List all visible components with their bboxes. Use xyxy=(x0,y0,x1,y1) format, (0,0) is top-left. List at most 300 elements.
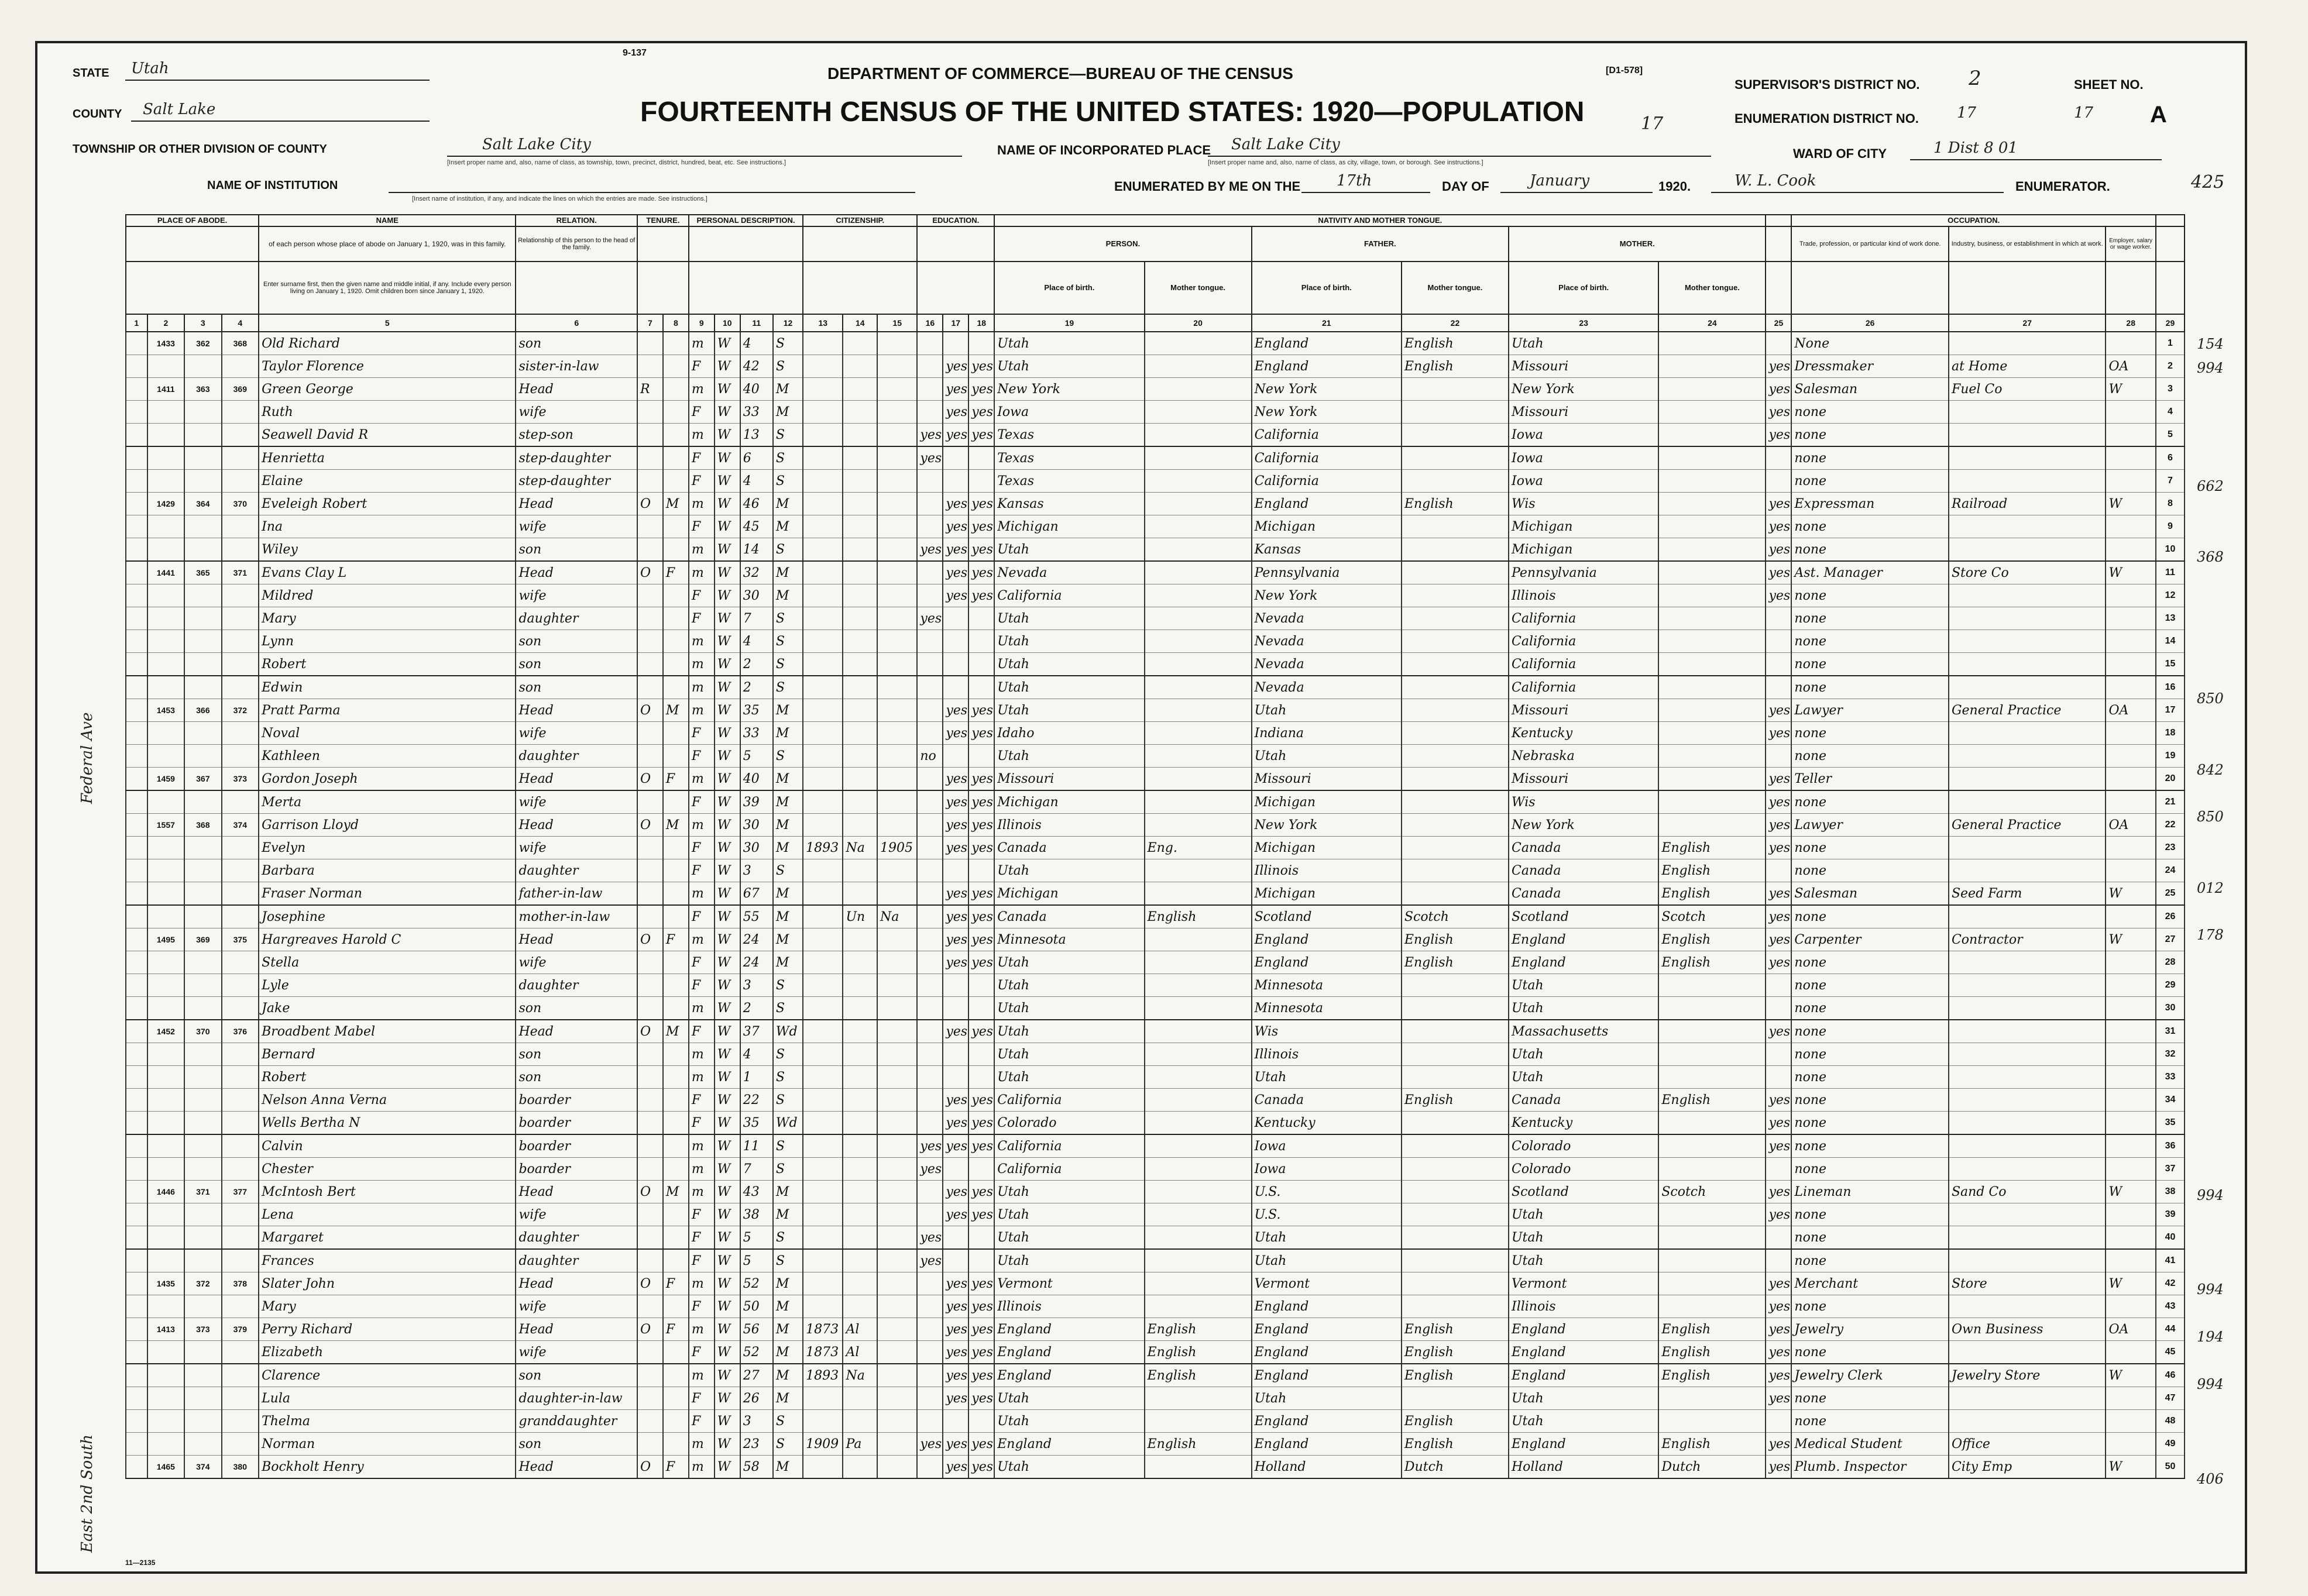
cell-sex: m xyxy=(689,928,715,951)
cell-yr xyxy=(803,607,843,630)
cell-emp xyxy=(2106,951,2155,974)
cell-age: 6 xyxy=(740,446,773,470)
cell-read: yes xyxy=(943,515,968,538)
margin-number: 406 xyxy=(2197,1470,2224,1487)
column-number: 16 xyxy=(917,314,943,332)
cell-fam: 374 xyxy=(222,814,259,837)
cell-yr xyxy=(803,1249,843,1272)
cell-own xyxy=(637,401,663,424)
cell-read: yes xyxy=(943,1112,968,1135)
margin-number: 994 xyxy=(2197,359,2224,376)
cell-fmt: English xyxy=(1402,1341,1509,1364)
cell-fam xyxy=(222,424,259,447)
cell-pob: New York xyxy=(994,378,1144,401)
cell-mpob: California xyxy=(1509,653,1658,676)
cell-mmt xyxy=(1658,699,1766,722)
cell-mpob: New York xyxy=(1509,814,1658,837)
cell-rel: mother-in-law xyxy=(516,905,637,928)
cell-ms: M xyxy=(773,515,803,538)
cell-name: Perry Richard xyxy=(259,1318,516,1341)
cell-read: yes xyxy=(943,538,968,562)
cell-emp: W xyxy=(2106,1364,2155,1387)
cell-rel: Head xyxy=(516,1456,637,1479)
cell-mpob: Utah xyxy=(1509,1043,1658,1066)
cell-emp: W xyxy=(2106,882,2155,906)
cell-yr xyxy=(803,1410,843,1433)
cell-eng: yes xyxy=(1766,1112,1791,1135)
cell-fam xyxy=(222,1066,259,1089)
cell-read xyxy=(943,630,968,653)
line-number: 7 xyxy=(2156,470,2185,493)
cell-house xyxy=(147,745,184,768)
cell-nat xyxy=(843,676,877,699)
cell-emp xyxy=(2106,1249,2155,1272)
cell-mt xyxy=(1145,378,1252,401)
cell-ind xyxy=(1949,1226,2106,1250)
line-number: 31 xyxy=(2156,1020,2185,1043)
cell-rel: daughter xyxy=(516,745,637,768)
cell-sch xyxy=(917,905,943,928)
cell-read xyxy=(943,1066,968,1089)
line-number: 17 xyxy=(2156,699,2185,722)
cell-mpob: Iowa xyxy=(1509,424,1658,447)
enumerated-label: ENUMERATED BY ME ON THE xyxy=(1114,179,1301,194)
cell-yn xyxy=(877,745,917,768)
cell-ms: M xyxy=(773,561,803,584)
cell-ind xyxy=(1949,1158,2106,1181)
cell-fpob: Nevada xyxy=(1252,676,1402,699)
cell-ind xyxy=(1949,1134,2106,1158)
cell-sex: F xyxy=(689,905,715,928)
cell-dw xyxy=(184,1410,221,1433)
cell-house: 1452 xyxy=(147,1020,184,1043)
cell-ms: M xyxy=(773,1318,803,1341)
cell-mort xyxy=(663,974,689,997)
cell-eng xyxy=(1766,676,1791,699)
cell-sch xyxy=(917,974,943,997)
cell-age: 50 xyxy=(740,1295,773,1318)
cell-ind: Railroad xyxy=(1949,493,2106,515)
cell-pob: Vermont xyxy=(994,1272,1144,1295)
cell-name: Edwin xyxy=(259,676,516,699)
cell-mort: M xyxy=(663,1181,689,1203)
cell-age: 52 xyxy=(740,1341,773,1364)
cell-write xyxy=(968,1043,994,1066)
cell-dw xyxy=(184,424,221,447)
column-number: 15 xyxy=(877,314,917,332)
column-number: 10 xyxy=(715,314,740,332)
cell-mpob: Nebraska xyxy=(1509,745,1658,768)
cell-rel: daughter xyxy=(516,1249,637,1272)
cell-read: yes xyxy=(943,1364,968,1387)
census-row xyxy=(126,1020,2185,1043)
institution-line xyxy=(389,192,915,193)
cell-mort xyxy=(663,446,689,470)
line-number: 50 xyxy=(2156,1456,2185,1479)
cell-yr xyxy=(803,493,843,515)
cell-pob: California xyxy=(994,1089,1144,1112)
cell-mt xyxy=(1145,1410,1252,1433)
cell-mt xyxy=(1145,1158,1252,1181)
cell-trade: none xyxy=(1791,1249,1949,1272)
sheet-label: SHEET NO. xyxy=(2074,77,2144,92)
cell-eng: yes xyxy=(1766,768,1791,791)
cell-yr xyxy=(803,1203,843,1226)
column-number: 22 xyxy=(1402,314,1509,332)
cell-ms: M xyxy=(773,1181,803,1203)
margin-number: 194 xyxy=(2197,1329,2224,1346)
cell-st xyxy=(126,1066,147,1089)
column-number: 13 xyxy=(803,314,843,332)
cell-fpob: Iowa xyxy=(1252,1158,1402,1181)
cell-dw xyxy=(184,584,221,607)
cell-mpob: Kentucky xyxy=(1509,722,1658,745)
margin-number: 850 xyxy=(2197,690,2224,707)
cell-house xyxy=(147,1249,184,1272)
cell-mpob: Canada xyxy=(1509,859,1658,882)
sheet-value: 17 xyxy=(2074,104,2094,122)
cell-mt xyxy=(1145,768,1252,791)
cell-trade: Ast. Manager xyxy=(1791,561,1949,584)
cell-fmt: English xyxy=(1402,493,1509,515)
cell-age: 4 xyxy=(740,470,773,493)
cell-pob: Texas xyxy=(994,470,1144,493)
line-number: 23 xyxy=(2156,837,2185,859)
corner-number: 425 xyxy=(2191,172,2225,192)
cell-age: 35 xyxy=(740,1112,773,1135)
cell-pob: Utah xyxy=(994,1066,1144,1089)
cell-fmt xyxy=(1402,1203,1509,1226)
cell-own: O xyxy=(637,768,663,791)
cell-fpob: Utah xyxy=(1252,699,1402,722)
cell-mt xyxy=(1145,1134,1252,1158)
census-row xyxy=(126,470,2185,493)
cell-eng xyxy=(1766,1226,1791,1250)
cell-fam xyxy=(222,745,259,768)
cell-mort xyxy=(663,584,689,607)
cell-fmt xyxy=(1402,630,1509,653)
cell-sex: m xyxy=(689,814,715,837)
cell-age: 4 xyxy=(740,630,773,653)
cell-age: 30 xyxy=(740,837,773,859)
cell-fpob: Nevada xyxy=(1252,653,1402,676)
cell-rel: Head xyxy=(516,699,637,722)
cell-ms: M xyxy=(773,928,803,951)
cell-fmt xyxy=(1402,424,1509,447)
cell-mt xyxy=(1145,1043,1252,1066)
cell-age: 30 xyxy=(740,814,773,837)
cell-read: yes xyxy=(943,378,968,401)
cell-write: yes xyxy=(968,1341,994,1364)
cell-read: yes xyxy=(943,1433,968,1456)
cell-nat: Al xyxy=(843,1318,877,1341)
cell-sex: m xyxy=(689,1134,715,1158)
cell-fam: 378 xyxy=(222,1272,259,1295)
cell-mt xyxy=(1145,814,1252,837)
cell-mort: M xyxy=(663,699,689,722)
cell-age: 30 xyxy=(740,584,773,607)
cell-pob: California xyxy=(994,1158,1144,1181)
cell-write: yes xyxy=(968,790,994,814)
cell-fam xyxy=(222,401,259,424)
cell-fpob: California xyxy=(1252,446,1402,470)
cell-dw: 363 xyxy=(184,378,221,401)
cell-name: Evelyn xyxy=(259,837,516,859)
cell-ind xyxy=(1949,1341,2106,1364)
cell-sch xyxy=(917,676,943,699)
cell-yr: 1893 xyxy=(803,837,843,859)
cell-rel: son xyxy=(516,997,637,1020)
cell-read: yes xyxy=(943,882,968,906)
cell-house xyxy=(147,584,184,607)
print-code: 11—2135 xyxy=(125,1559,156,1567)
cell-yn xyxy=(877,401,917,424)
cell-nat xyxy=(843,561,877,584)
cell-fmt xyxy=(1402,515,1509,538)
cell-name: Mary xyxy=(259,607,516,630)
cell-fam xyxy=(222,1158,259,1181)
cell-write xyxy=(968,676,994,699)
cell-yr xyxy=(803,1043,843,1066)
cell-write: yes xyxy=(968,378,994,401)
enumerator-name: W. L. Cook xyxy=(1735,172,1816,190)
cell-sch xyxy=(917,332,943,355)
cell-eng xyxy=(1766,859,1791,882)
cell-fam xyxy=(222,1112,259,1135)
cell-mt xyxy=(1145,630,1252,653)
cell-read xyxy=(943,332,968,355)
cell-yn xyxy=(877,1134,917,1158)
line-number: 6 xyxy=(2156,446,2185,470)
cell-pob: Michigan xyxy=(994,515,1144,538)
cell-race: W xyxy=(715,1318,740,1341)
cell-emp: W xyxy=(2106,1181,2155,1203)
line-number: 4 xyxy=(2156,401,2185,424)
cell-mmt xyxy=(1658,1295,1766,1318)
cell-eng xyxy=(1766,332,1791,355)
cell-yn xyxy=(877,653,917,676)
cell-eng: yes xyxy=(1766,1181,1791,1203)
cell-ind: Store xyxy=(1949,1272,2106,1295)
cell-own xyxy=(637,1158,663,1181)
column-number: 5 xyxy=(259,314,516,332)
cell-mort xyxy=(663,1249,689,1272)
cell-trade: none xyxy=(1791,1112,1949,1135)
cell-own xyxy=(637,790,663,814)
cell-trade: Expressman xyxy=(1791,493,1949,515)
cell-age: 4 xyxy=(740,332,773,355)
cell-race: W xyxy=(715,882,740,906)
cell-mmt xyxy=(1658,630,1766,653)
cell-eng xyxy=(1766,607,1791,630)
cell-st xyxy=(126,768,147,791)
cell-pob: Utah xyxy=(994,355,1144,378)
cell-fpob: Minnesota xyxy=(1252,997,1402,1020)
cell-own xyxy=(637,1226,663,1250)
cell-dw xyxy=(184,1433,221,1456)
cell-pob: Minnesota xyxy=(994,928,1144,951)
cell-sch xyxy=(917,1364,943,1387)
cell-yr xyxy=(803,997,843,1020)
line-number: 1 xyxy=(2156,332,2185,355)
cell-nat xyxy=(843,1066,877,1089)
cell-pob: Utah xyxy=(994,1043,1144,1066)
cell-rel: granddaughter xyxy=(516,1410,637,1433)
cell-sch xyxy=(917,584,943,607)
cell-rel: daughter xyxy=(516,1226,637,1250)
cell-sch xyxy=(917,1203,943,1226)
cell-race: W xyxy=(715,515,740,538)
cell-fam xyxy=(222,538,259,562)
cell-dw: 372 xyxy=(184,1272,221,1295)
cell-nat xyxy=(843,1272,877,1295)
cell-house xyxy=(147,1410,184,1433)
cell-mpob: Canada xyxy=(1509,882,1658,906)
cell-mpob: Illinois xyxy=(1509,584,1658,607)
cell-read: yes xyxy=(943,814,968,837)
cell-eng: yes xyxy=(1766,905,1791,928)
cell-sch xyxy=(917,951,943,974)
cell-yn xyxy=(877,584,917,607)
cell-pob: Canada xyxy=(994,837,1144,859)
cell-mort xyxy=(663,1158,689,1181)
cell-emp xyxy=(2106,1387,2155,1410)
cell-sex: F xyxy=(689,515,715,538)
cell-own xyxy=(637,1112,663,1135)
cell-rel: Head xyxy=(516,768,637,791)
cell-mpob: Colorado xyxy=(1509,1158,1658,1181)
cell-fam xyxy=(222,446,259,470)
cell-mmt: Scotch xyxy=(1658,905,1766,928)
cell-house xyxy=(147,630,184,653)
cell-sex: m xyxy=(689,1181,715,1203)
census-row xyxy=(126,493,2185,515)
census-row xyxy=(126,1203,2185,1226)
cell-fam xyxy=(222,905,259,928)
cell-read: yes xyxy=(943,1295,968,1318)
cell-own xyxy=(637,446,663,470)
cell-mort xyxy=(663,401,689,424)
cell-mort xyxy=(663,378,689,401)
cell-st xyxy=(126,859,147,882)
cell-fam xyxy=(222,859,259,882)
cell-eng: yes xyxy=(1766,538,1791,562)
cell-fpob: Illinois xyxy=(1252,859,1402,882)
cell-write xyxy=(968,630,994,653)
cell-race: W xyxy=(715,653,740,676)
cell-fmt xyxy=(1402,401,1509,424)
cell-mmt xyxy=(1658,974,1766,997)
cell-race: W xyxy=(715,974,740,997)
cell-trade: Medical Student xyxy=(1791,1433,1949,1456)
census-title: FOURTEENTH CENSUS OF THE UNITED STATES: 1920—POPULATION xyxy=(640,97,1585,128)
cell-yn xyxy=(877,974,917,997)
cell-dw: 374 xyxy=(184,1456,221,1479)
cell-yr xyxy=(803,378,843,401)
cell-st xyxy=(126,837,147,859)
cell-trade: Salesman xyxy=(1791,378,1949,401)
cell-pob: California xyxy=(994,584,1144,607)
cell-yr xyxy=(803,1158,843,1181)
cell-own xyxy=(637,859,663,882)
supervisor-value: 2 xyxy=(1969,67,1981,90)
cell-write xyxy=(968,653,994,676)
cell-rel: wife xyxy=(516,722,637,745)
column-number: 8 xyxy=(663,314,689,332)
cell-trade: none xyxy=(1791,997,1949,1020)
cell-dw: 368 xyxy=(184,814,221,837)
cell-own: R xyxy=(637,378,663,401)
pob-person: Place of birth. xyxy=(994,262,1144,314)
cell-ind xyxy=(1949,951,2106,974)
cell-own xyxy=(637,974,663,997)
cell-mt xyxy=(1145,584,1252,607)
cell-fpob: England xyxy=(1252,493,1402,515)
cell-nat xyxy=(843,378,877,401)
cell-ms: M xyxy=(773,699,803,722)
cell-nat xyxy=(843,722,877,745)
cell-write: yes xyxy=(968,1387,994,1410)
cell-race: W xyxy=(715,676,740,699)
cell-fmt xyxy=(1402,837,1509,859)
cell-ms: M xyxy=(773,814,803,837)
cell-read: yes xyxy=(943,951,968,974)
cell-race: W xyxy=(715,1089,740,1112)
cell-mt xyxy=(1145,561,1252,584)
cell-sch: yes xyxy=(917,1226,943,1250)
cell-emp: OA xyxy=(2106,1318,2155,1341)
cell-mmt xyxy=(1658,332,1766,355)
cell-dw xyxy=(184,1226,221,1250)
cell-yn xyxy=(877,768,917,791)
cell-yn xyxy=(877,538,917,562)
cell-fpob: England xyxy=(1252,928,1402,951)
cell-house: 1429 xyxy=(147,493,184,515)
cell-ind: Seed Farm xyxy=(1949,882,2106,906)
cell-write xyxy=(968,859,994,882)
cell-mpob: Missouri xyxy=(1509,401,1658,424)
cell-st xyxy=(126,378,147,401)
census-row xyxy=(126,814,2185,837)
cell-yn xyxy=(877,1181,917,1203)
cell-rel: daughter xyxy=(516,607,637,630)
line-number: 38 xyxy=(2156,1181,2185,1203)
cell-dw xyxy=(184,745,221,768)
cell-write xyxy=(968,332,994,355)
cell-ind xyxy=(1949,584,2106,607)
cell-fpob: Michigan xyxy=(1252,882,1402,906)
cell-yr xyxy=(803,538,843,562)
cell-sex: F xyxy=(689,607,715,630)
cell-house: 1441 xyxy=(147,561,184,584)
cell-age: 5 xyxy=(740,1249,773,1272)
cell-emp xyxy=(2106,538,2155,562)
cell-eng: yes xyxy=(1766,699,1791,722)
cell-rel: son xyxy=(516,1043,637,1066)
cell-nat xyxy=(843,790,877,814)
cell-sch xyxy=(917,1318,943,1341)
line-number: 15 xyxy=(2156,653,2185,676)
cell-eng xyxy=(1766,1410,1791,1433)
cell-mort xyxy=(663,722,689,745)
cell-eng: yes xyxy=(1766,882,1791,906)
cell-race: W xyxy=(715,837,740,859)
cell-mmt xyxy=(1658,1226,1766,1250)
cell-emp xyxy=(2106,446,2155,470)
cell-ind xyxy=(1949,607,2106,630)
cell-trade: none xyxy=(1791,859,1949,882)
cell-yr xyxy=(803,745,843,768)
